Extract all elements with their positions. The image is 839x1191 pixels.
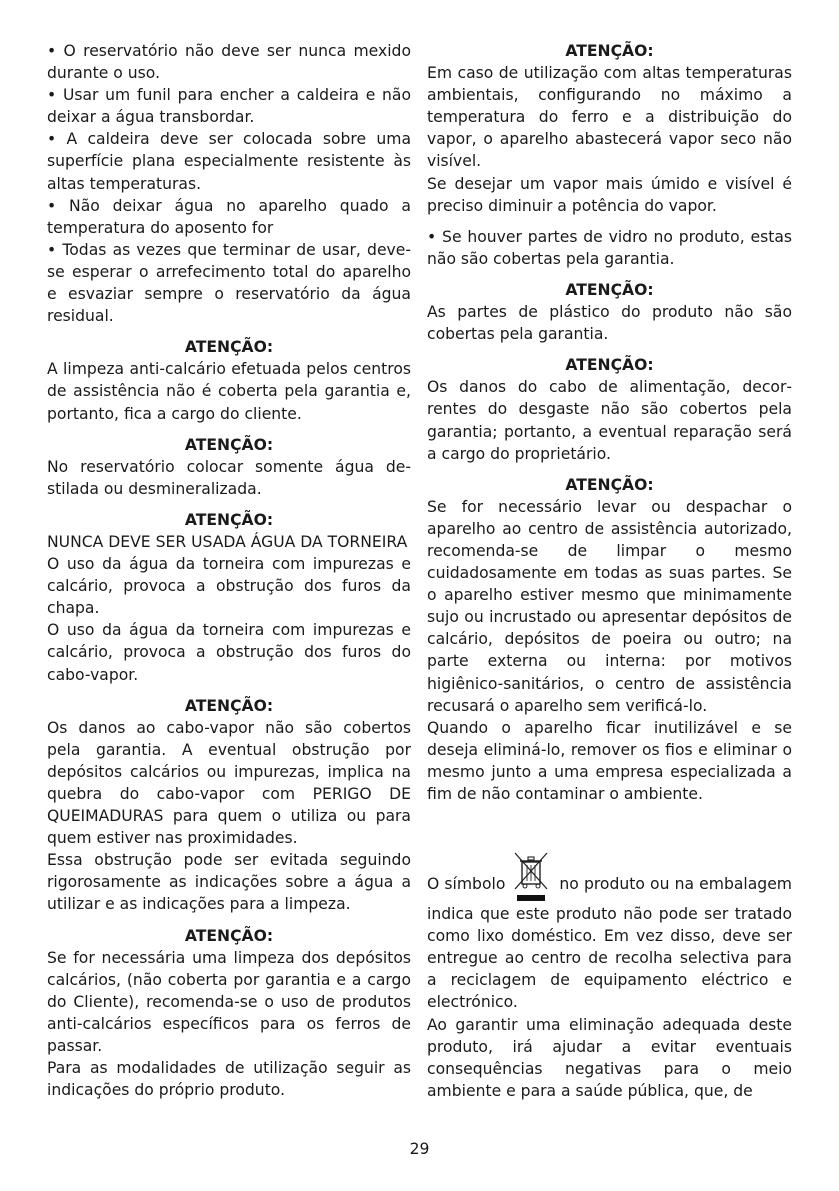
section-paragraph: O uso da água da torneira com impurezas e calcário, provoca a obstrução dos furos da chapa. <box>47 555 411 618</box>
section-heading: ATENÇÃO: <box>565 280 654 299</box>
weee-crossed-bin-icon <box>511 851 551 903</box>
section-paragraph: As partes de plástico do produto não são cobertas pela garantia. <box>427 303 792 344</box>
right-column <box>427 40 792 1102</box>
section-heading: ATENÇÃO: <box>184 510 274 529</box>
section-paragraph: Quando o aparelho ficar inutilizável e se deseja eliminá-lo, remover os fios e eliminar o mesmo junto a uma empresa especializada a fim de não contaminar o ambiente. <box>427 718 792 803</box>
section-paragraph: Os danos do cabo de alimentação, decorrentes do desgaste não são cobertos pela garantia; portanto, a eventual reparação será a cargo do proprietário. <box>427 378 792 463</box>
section-heading: ATENÇÃO: <box>184 696 274 715</box>
weee-text-after: no produto ou na embalagem indica que este produto não pode ser tratado como lixo doméstico. Em vez disso, deve ser entregue ao centro de recolha selectiva para a reciclagem de equipamento eléctrico e electrónico. <box>427 875 792 1012</box>
bullet-item: • A caldeira deve ser colocada sobre uma superfície plana especialmente resistente às altas temperaturas. <box>47 128 411 194</box>
bullet-item: • Usar um funil para encher a caldeira e não deixar a água transbordar. <box>47 84 411 128</box>
section-paragraph: Essa obstrução pode ser evitada seguindo rigorosamente as indicações sobre a água a utilizar e as indicações para a limpeza. <box>47 851 411 914</box>
section-paragraph: Ao garantir uma eliminação adequada deste produto, irá ajudar a evitar eventuais consequências negativas para o meio ambiente e para a saúde pública, que, de <box>427 1015 792 1100</box>
weee-paragraph <box>427 851 792 1013</box>
section-paragraph: Em caso de utilização com altas temperaturas ambientais, configurando no máximo a temperatura do ferro e a distribuição do vapor, o aparelho abastecerá vapor seco não visível. <box>427 64 792 171</box>
section-paragraph: O uso da água da torneira com impurezas e calcário, provoca a obstrução dos furos do cabo-vapor. <box>47 621 411 684</box>
bullet-item: • Se houver partes de vidro no produto, estas não são cobertas pela garantia. <box>427 226 792 270</box>
section-heading: ATENÇÃO: <box>565 475 654 494</box>
section-paragraph: Se for necessária uma limpeza dos depósitos calcários, (não coberta por garantia e a cargo do Cliente), recomenda-se o uso de produtos anti-calcários específicos para os ferros de passar. <box>47 948 411 1056</box>
section-paragraph: Se desejar um vapor mais úmido e visível é preciso diminuir a potência do vapor. <box>427 174 792 215</box>
bullet-item: • Não deixar água no aparelho quado a temperatura do aposento for <box>47 195 411 239</box>
left-column <box>47 40 411 1101</box>
bullet-item: • Todas as vezes que terminar de usar, deve-se esperar o arrefecimento total do aparelho e esvaziar sempre o reservatório da água residual. <box>47 239 411 327</box>
section-paragraph: Para as modalidades de utilização seguir as indicações do próprio produto. <box>47 1059 411 1100</box>
section-paragraph: NUNCA DEVE SER USADA ÁGUA DA TORNEIRA <box>47 532 408 551</box>
section-paragraph: Os danos ao cabo-vapor não são cobertos pela garantia. A eventual obstrução por depósitos calcários ou impurezas, implica na quebra do cabo-vapor com PERIGO DE QUEIMADURAS para quem o utiliza ou para quem estiver nas proximidades. <box>47 718 411 848</box>
section-paragraph: No reservatório colocar somente água destilada ou desmineralizada. <box>47 457 411 498</box>
section-heading: ATENÇÃO: <box>184 338 274 357</box>
bullet-item: • O reservatório não deve ser nunca mexido durante o uso. <box>47 40 411 84</box>
weee-text-before: O símbolo <box>427 875 506 894</box>
section-paragraph: A limpeza anti-calcário efetuada pelos centros de assistência não é coberta pela garantia e, portanto, fica a cargo do cliente. <box>47 360 411 423</box>
section-paragraph: Se for necessário levar ou despachar o aparelho ao centro de assistência autorizado, recomenda-se de limpar o mesmo cuidadosamente em todas as suas partes. Se o aparelho estiver mesmo que minimamente sujo ou incrustado ou apresentar depósitos de calcário, depósitos de poeira ou outro; na parte externa ou interna: por motivos higiênico-sanitários, o centro de assistência recusará o aparelho sem verificá-lo. <box>427 497 792 715</box>
section-heading: ATENÇÃO: <box>184 435 274 454</box>
section-heading: ATENÇÃO: <box>565 42 654 60</box>
section-heading: ATENÇÃO: <box>184 926 274 945</box>
page-number: 29 <box>409 1140 430 1158</box>
section-heading: ATENÇÃO: <box>565 356 654 375</box>
